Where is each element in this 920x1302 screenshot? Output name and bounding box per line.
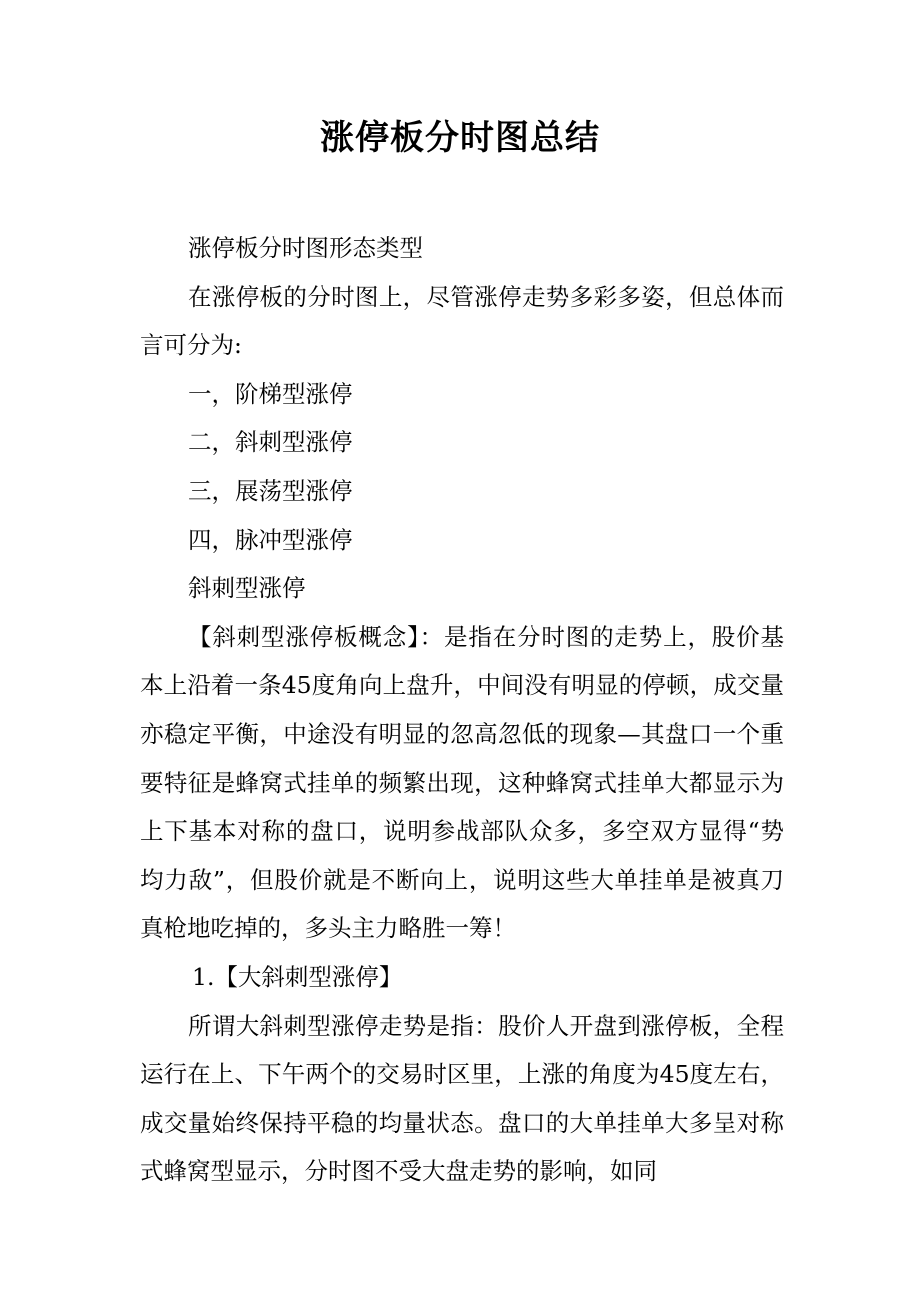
paragraph-intro: 在涨停板的分时图上，尽管涨停走势多彩多姿，但总体而言可分为: <box>140 282 784 360</box>
list-item-type-4: 四，脉冲型涨停 <box>188 525 353 554</box>
document-body <box>140 224 784 1196</box>
document-title: 涨停板分时图总结 <box>320 118 600 158</box>
list-item-type-1: 一，阶梯型涨停 <box>188 379 353 408</box>
paragraph-section-heading: 涨停板分时图形态类型 <box>188 234 423 262</box>
paragraph-concept: 【斜刺型涨停板概念】：是指在分时图的走势上，股价基本上沿着一条45度角向上盘升，中间没有明显的停顿，成交量亦稳定平衡，中途没有明显的忽高忽低的现象—其盘口一个重要特征是蜂窝式挂单的频繁出现，这种蜂窝式挂单大都显示为上下基本对称的盘口，说明参战部队众多，多空双方显得“势均力敌”，但股价就是不断向上，说明这些大单挂单是被真刀真枪地吃掉的，多头主力略胜一筹！ <box>140 622 784 943</box>
numbered-heading-1: 1.【大斜刺型涨停】 <box>192 962 403 991</box>
list-item-type-3: 三，展荡型涨停 <box>188 476 353 505</box>
subsection-heading: 斜刺型涨停 <box>188 574 306 603</box>
paragraph-description: 所谓大斜刺型涨停走势是指：股价人开盘到涨停板，全程运行在上、下午两个的交易时区里，上涨的角度为45度左右，成交量始终保持平稳的均量状态。盘口的大单挂单大多呈对称式蜂窝型显示，分时图不受大盘走势的影响，如同 <box>140 1011 784 1186</box>
list-item-type-2: 二，斜刺型涨停 <box>188 428 353 457</box>
